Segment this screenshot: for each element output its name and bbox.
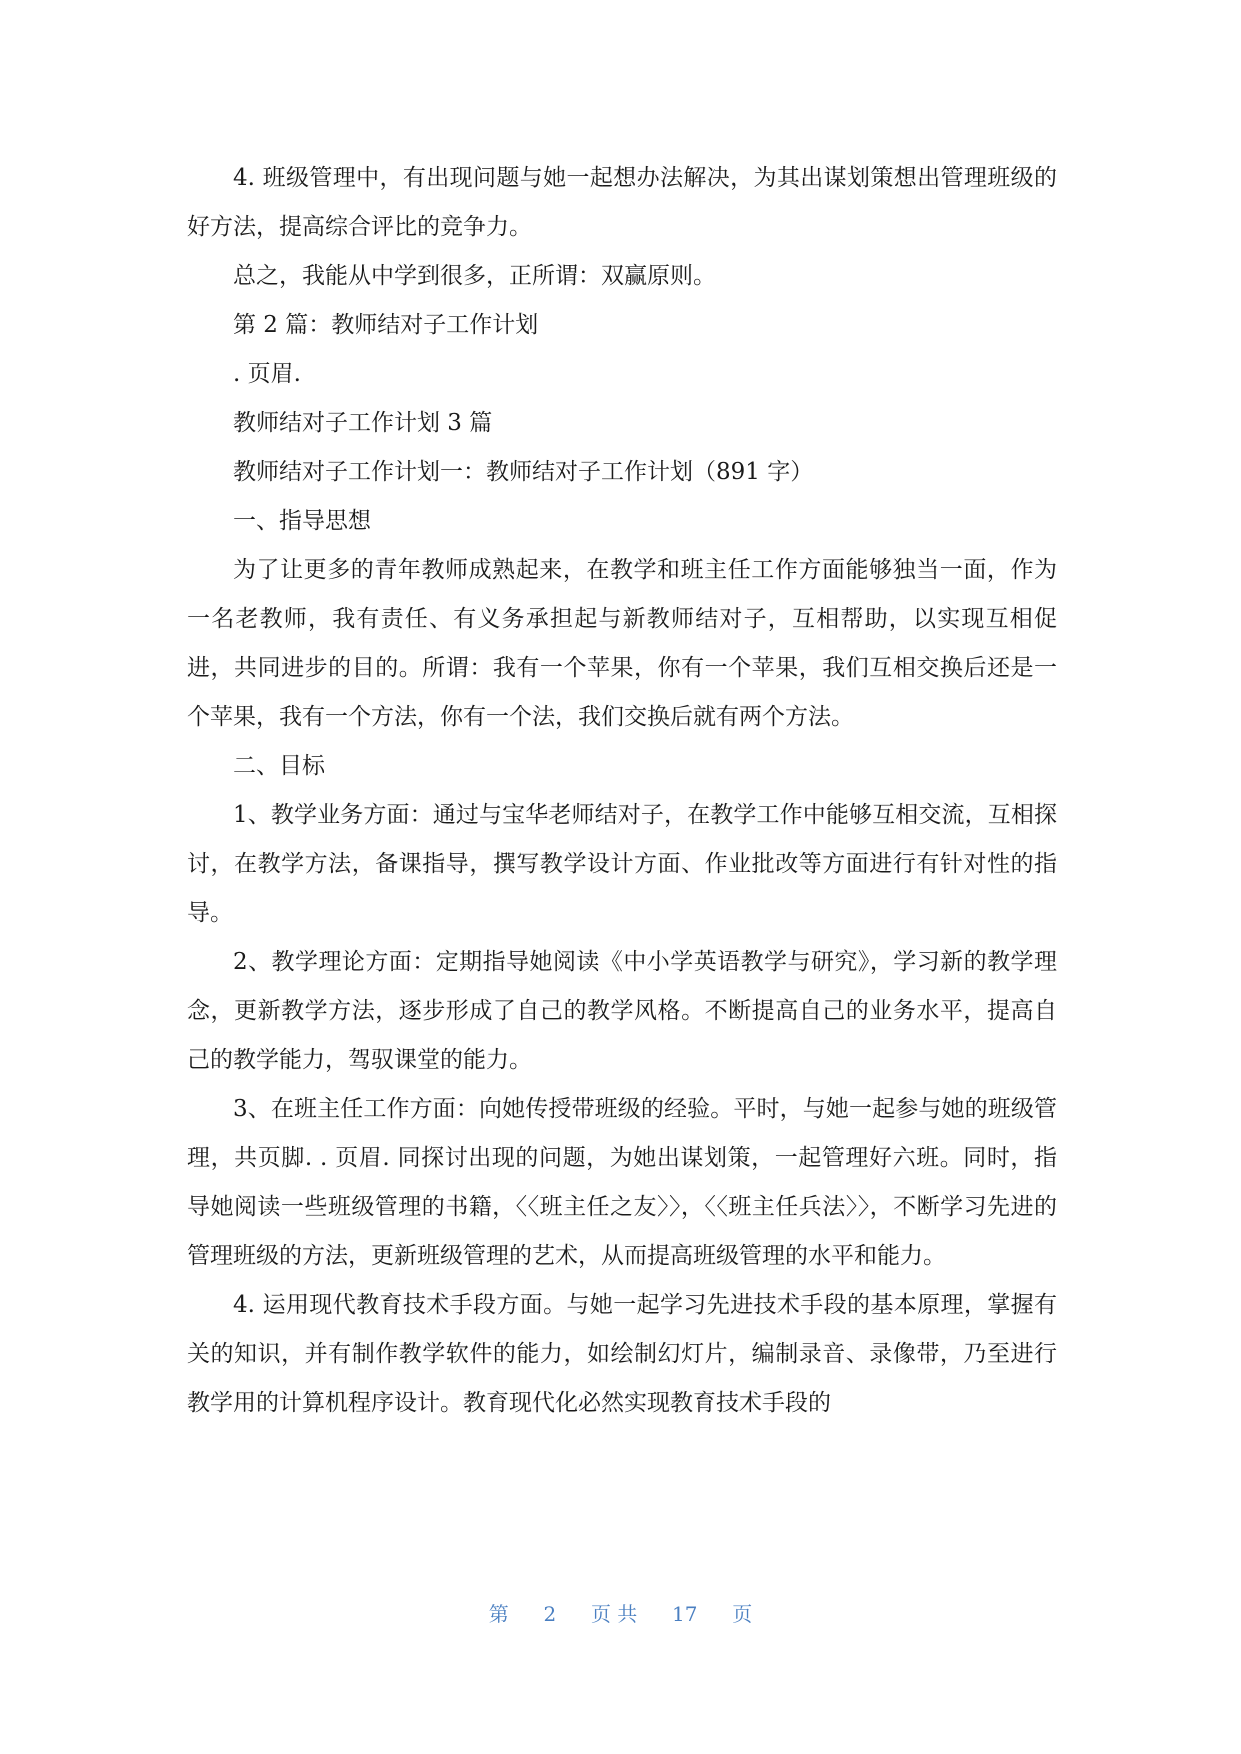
header-marker: . 页眉. [233, 361, 301, 387]
paragraph: 4. 班级管理中，有出现问题与她一起想办法解决，为其出谋划策想出管理班级的好方法，提高综合评比的竞争力。 [187, 165, 1057, 240]
document-body [187, 154, 1057, 1428]
paragraph: 3、在班主任工作方面：向她传授带班级的经验。平时，与她一起参与她的班级管理，共页脚. . 页眉. 同探讨出现的问题，为她出谋划策，一起管理好六班。同时，指导她阅读一些班级管理的书籍，〈〈班主任之友〉〉，〈〈班主任兵法〉〉，不断学习先进的管理班级的方法，更新班级管理的艺术，从而提高班级管理的水平和能力。 [187, 1096, 1057, 1269]
heading-goals: 二、目标 [233, 753, 325, 779]
footer-prefix: 第 [488, 1602, 509, 1626]
footer-current-page: 2 [543, 1602, 557, 1626]
document-title: 教师结对子工作计划 3 篇 [233, 410, 493, 436]
section-heading: 第 2 篇：教师结对子工作计划 [233, 312, 539, 338]
paragraph: 为了让更多的青年教师成熟起来，在教学和班主任工作方面能够独当一面，作为一名老教师，我有责任、有义务承担起与新教师结对子，互相帮助，以实现互相促进，共同进步的目的。所谓：我有一个苹果，你有一个苹果，我们互相交换后还是一个苹果，我有一个方法，你有一个法，我们交换后就有两个方法。 [187, 557, 1057, 730]
footer-total-pages: 17 [672, 1602, 698, 1626]
page-footer [0, 1598, 1241, 1627]
heading-guiding-ideology: 一、指导思想 [233, 508, 371, 534]
footer-middle: 页 共 [590, 1602, 638, 1626]
paragraph: 2、教学理论方面：定期指导她阅读《中小学英语教学与研究》，学习新的教学理念，更新教学方法，逐步形成了自己的教学风格。不断提高自己的业务水平，提高自己的教学能力，驾驭课堂的能力。 [187, 949, 1057, 1073]
paragraph: 4. 运用现代教育技术手段方面。与她一起学习先进技术手段的基本原理，掌握有关的知识，并有制作教学软件的能力，如绘制幻灯片，编制录音、录像带，乃至进行教学用的计算机程序设计。教育现代化必然实现教育技术手段的 [187, 1292, 1057, 1416]
document-subtitle: 教师结对子工作计划一：教师结对子工作计划（891 字） [233, 459, 814, 485]
paragraph: 总之，我能从中学到很多，正所谓：双赢原则。 [233, 263, 716, 289]
footer-suffix: 页 [732, 1602, 753, 1626]
paragraph: 1、教学业务方面：通过与宝华老师结对子，在教学工作中能够互相交流，互相探讨，在教学方法，备课指导，撰写教学设计方面、作业批改等方面进行有针对性的指导。 [187, 802, 1057, 926]
